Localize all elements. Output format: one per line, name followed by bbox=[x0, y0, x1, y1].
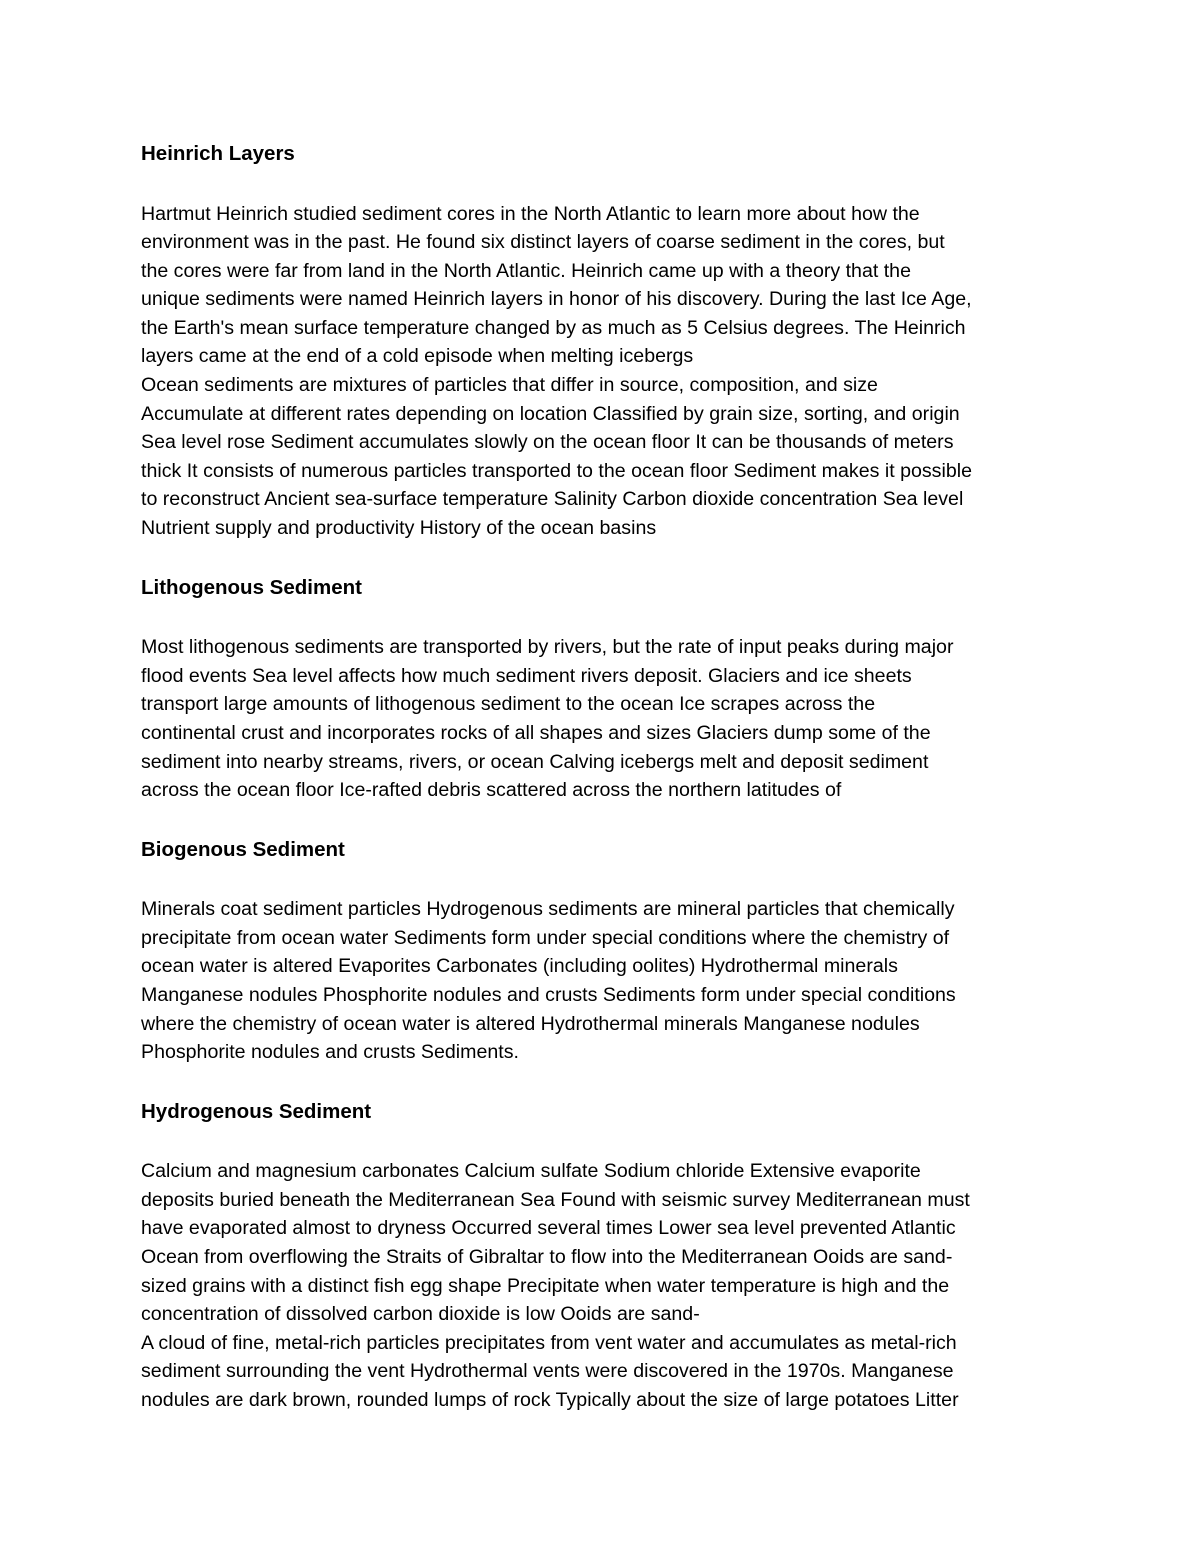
text-line: Sea level rose Sediment accumulates slowly on the ocean floor It can be thousands of meters bbox=[141, 431, 954, 454]
text-line: deposits buried beneath the Mediterranean Sea Found with seismic survey Mediterranean must bbox=[141, 1188, 970, 1211]
section-paragraph-hydrogenous-sediment bbox=[141, 1157, 1061, 1414]
text-line: A cloud of fine, metal-rich particles precipitates from vent water and accumulates as metal-rich bbox=[141, 1331, 957, 1354]
section-paragraph-heinrich-layers bbox=[141, 200, 1061, 543]
text-line: sediment into nearby streams, rivers, or ocean Calving icebergs melt and deposit sediment bbox=[141, 750, 929, 773]
text-line: layers came at the end of a cold episode when melting icebergs bbox=[141, 345, 694, 368]
text-line: ocean water is altered Evaporites Carbonates (including oolites) Hydrothermal minerals bbox=[141, 955, 898, 978]
text-line: nodules are dark brown, rounded lumps of rock Typically about the size of large potatoes Litter bbox=[141, 1389, 959, 1411]
text-line: to reconstruct Ancient sea-surface temperature Salinity Carbon dioxide concentration Sea level bbox=[141, 488, 964, 511]
section-heading-hydrogenous-sediment: Hydrogenous Sediment bbox=[141, 1099, 372, 1123]
section-heading-heinrich-layers: Heinrich Layers bbox=[141, 142, 295, 165]
text-line: Manganese nodules Phosphorite nodules and crusts Sediments form under special conditions bbox=[141, 983, 956, 1006]
text-line: where the chemistry of ocean water is altered Hydrothermal minerals Manganese nodules bbox=[141, 1012, 920, 1035]
text-line: Ocean sediments are mixtures of particles that differ in source, composition, and size bbox=[141, 374, 878, 397]
text-line: Nutrient supply and productivity History of the ocean basins bbox=[141, 517, 657, 540]
text-line: transport large amounts of lithogenous sediment to the ocean Ice scrapes across the bbox=[141, 693, 876, 716]
text-line: the cores were far from land in the North Atlantic. Heinrich came up with a theory that the bbox=[141, 259, 911, 282]
text-line: Calcium and magnesium carbonates Calcium sulfate Sodium chloride Extensive evaporite bbox=[141, 1160, 921, 1183]
text-line: sized grains with a distinct fish egg shape Precipitate when water temperature is high and the bbox=[141, 1274, 950, 1297]
section-paragraph-biogenous-sediment bbox=[141, 895, 1061, 1067]
text-line: have evaporated almost to dryness Occurred several times Lower sea level prevented Atlantic bbox=[141, 1217, 956, 1240]
text-line: Phosphorite nodules and crusts Sediments. bbox=[141, 1041, 519, 1064]
document-body bbox=[141, 140, 1061, 1415]
text-line: flood events Sea level affects how much sediment rivers deposit. Glaciers and ice sheets bbox=[141, 664, 912, 687]
text-line: across the ocean floor Ice-rafted debris scattered across the northern latitudes of bbox=[141, 779, 842, 802]
text-line: precipitate from ocean water Sediments form under special conditions where the chemistry of bbox=[141, 926, 950, 949]
text-line: environment was in the past. He found six distinct layers of coarse sediment in the cores, but bbox=[141, 231, 945, 254]
text-line: unique sediments were named Heinrich layers in honor of his discovery. During the last Ice Age, bbox=[141, 288, 972, 311]
text-line: Ocean from overflowing the Straits of Gibraltar to flow into the Mediterranean Ooids are sand- bbox=[141, 1246, 953, 1269]
text-line: Accumulate at different rates depending on location Classified by grain size, sorting, and origin bbox=[141, 402, 960, 425]
text-line: Hartmut Heinrich studied sediment cores in the North Atlantic to learn more about how the bbox=[141, 202, 920, 225]
text-line: Most lithogenous sediments are transported by rivers, but the rate of input peaks during major bbox=[141, 636, 954, 659]
text-line: continental crust and incorporates rocks of all shapes and sizes Glaciers dump some of the bbox=[141, 721, 931, 744]
text-line: the Earth's mean surface temperature changed by as much as 5 Celsius degrees. The Heinrich bbox=[141, 316, 966, 339]
text-line: sediment surrounding the vent Hydrothermal vents were discovered in the 1970s. Manganese bbox=[141, 1360, 954, 1383]
section-heading-biogenous-sediment: Biogenous Sediment bbox=[141, 837, 345, 861]
section-paragraph-lithogenous-sediment bbox=[141, 633, 1061, 805]
section-heading-lithogenous-sediment: Lithogenous Sediment bbox=[141, 575, 362, 599]
text-line: Minerals coat sediment particles Hydrogenous sediments are mineral particles that chemically bbox=[141, 898, 955, 921]
text-line: concentration of dissolved carbon dioxide is low Ooids are sand- bbox=[141, 1303, 700, 1326]
text-line: thick It consists of numerous particles transported to the ocean floor Sediment makes it possible bbox=[141, 459, 972, 482]
